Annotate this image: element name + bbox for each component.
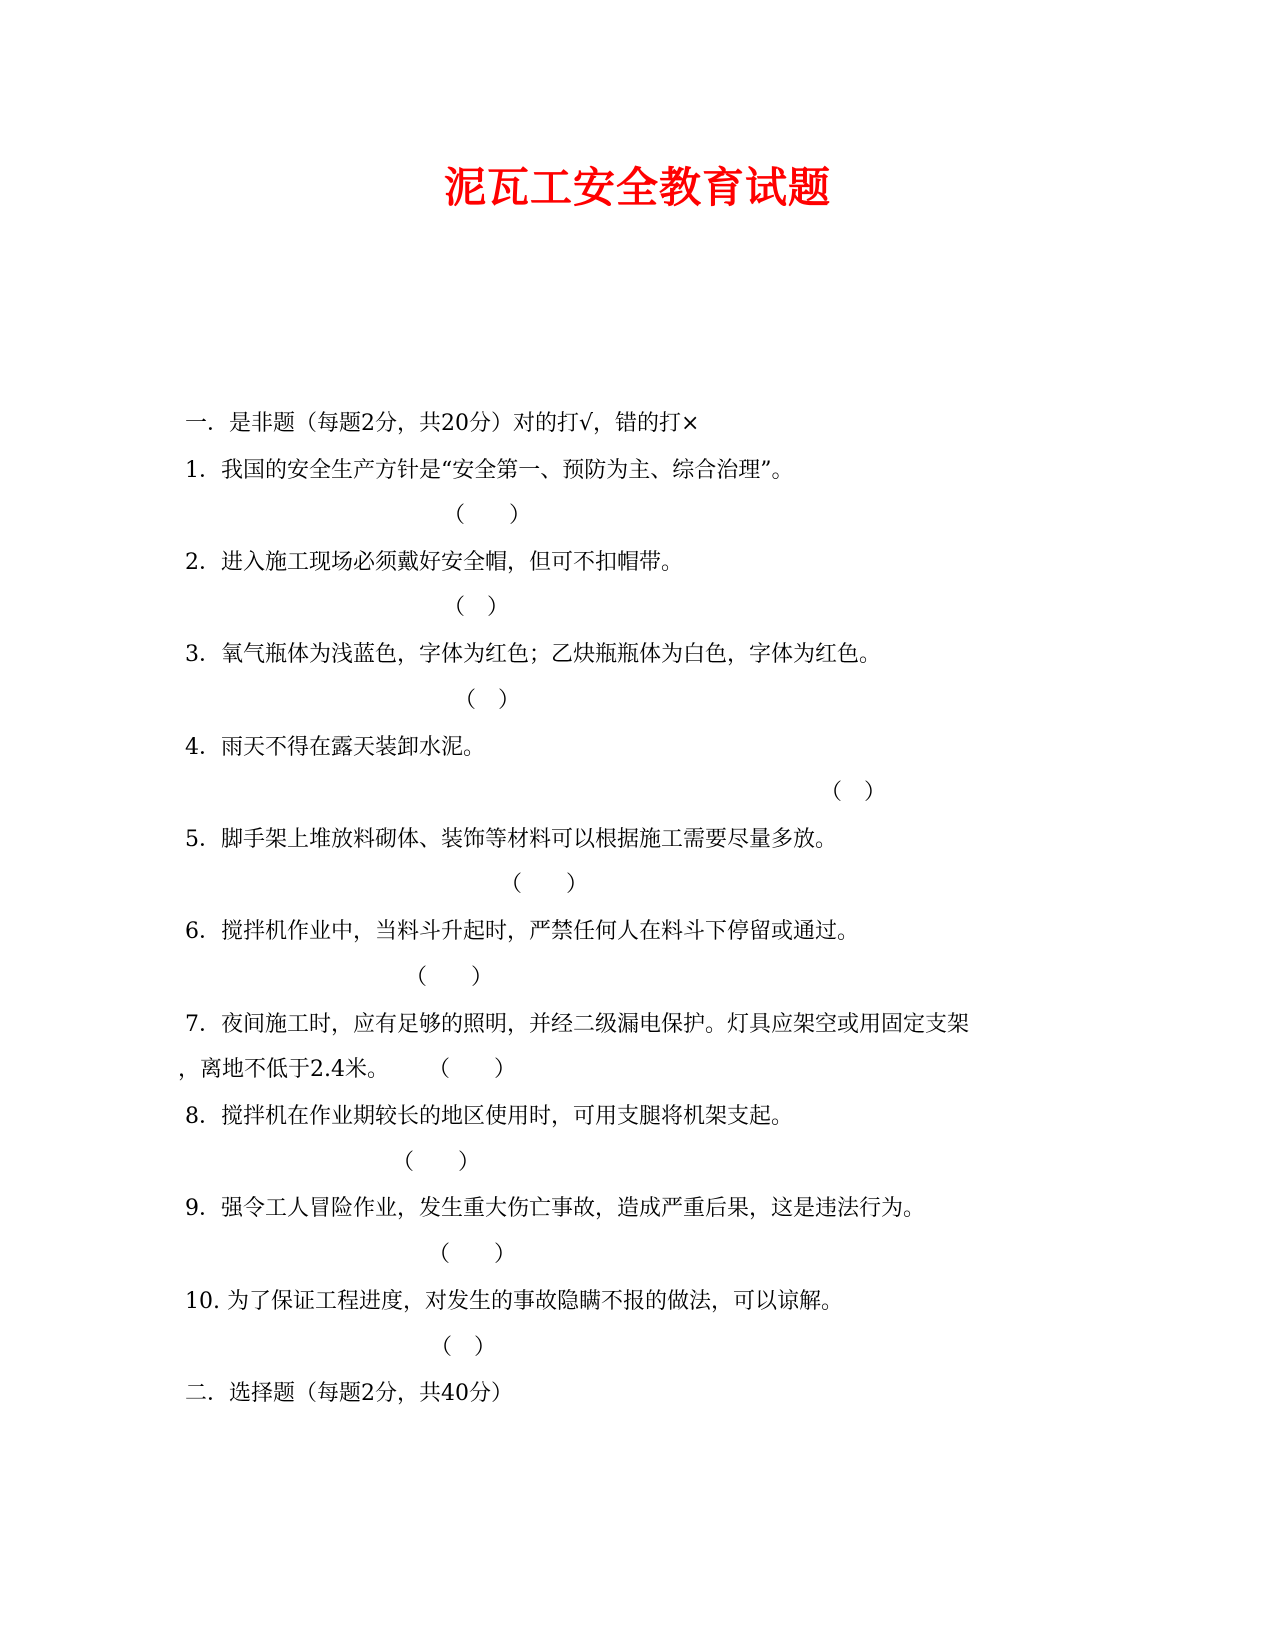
question-4-answer-blank: （ ）: [820, 780, 887, 805]
question-5-answer-blank: （ ）: [500, 872, 589, 897]
question-7-text-continued: ，离地不低于2.4米。: [178, 1057, 389, 1082]
document-title: 泥瓦工安全教育试题: [443, 163, 831, 212]
question-9-answer-blank: （ ）: [428, 1242, 517, 1267]
question-2-answer-blank: （ ）: [443, 595, 510, 620]
question-10-text: 10. 为了保证工程进度，对发生的事故隐瞒不报的做法，可以谅解。: [185, 1289, 843, 1314]
question-6-text: 6．搅拌机作业中，当料斗升起时，严禁任何人在料斗下停留或通过。: [185, 919, 859, 944]
question-10-answer-blank: （ ）: [430, 1335, 497, 1360]
question-9-text: 9．强令工人冒险作业，发生重大伤亡事故，造成严重后果，这是违法行为。: [185, 1196, 925, 1221]
question-6-answer-blank: （ ）: [405, 965, 494, 990]
question-3-answer-blank: （ ）: [454, 688, 521, 713]
section-heading-true-false: 一．是非题（每题2分，共20分）对的打√，错的打×: [185, 411, 700, 436]
question-8-answer-blank: （ ）: [392, 1150, 481, 1175]
question-4-text: 4．雨天不得在露天装卸水泥。: [185, 735, 485, 760]
question-7-answer-blank: （ ）: [428, 1057, 517, 1082]
question-1-text: 1．我国的安全生产方针是“安全第一、预防为主、综合治理”。: [185, 458, 794, 483]
question-8-text: 8．搅拌机在作业期较长的地区使用时，可用支腿将机架支起。: [185, 1104, 793, 1129]
question-2-text: 2．进入施工现场必须戴好安全帽，但可不扣帽带。: [185, 550, 683, 575]
question-5-text: 5．脚手架上堆放料砌体、装饰等材料可以根据施工需要尽量多放。: [185, 827, 837, 852]
section-heading-multiple-choice: 二．选择题（每题2分，共40分）: [185, 1381, 513, 1406]
question-1-answer-blank: （ ）: [443, 503, 532, 528]
question-3-text: 3．氧气瓶体为浅蓝色，字体为红色；乙炔瓶瓶体为白色，字体为红色。: [185, 642, 881, 667]
question-7-text: 7．夜间施工时，应有足够的照明，并经二级漏电保护。灯具应架空或用固定支架: [185, 1012, 969, 1037]
